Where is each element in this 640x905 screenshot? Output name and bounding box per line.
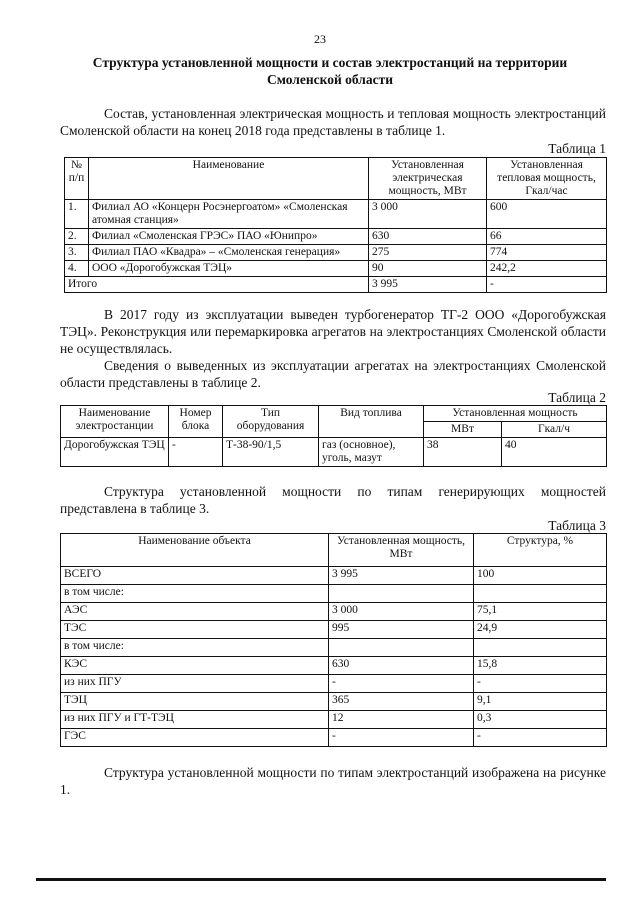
table-2 (60, 405, 607, 467)
table-cell: - (329, 729, 474, 747)
table-row (65, 261, 607, 277)
paragraph-3-text: Сведения о выведенных из эксплуатации агрегатах на электростанциях Смоленской области представлены в таблице 2. (60, 358, 606, 390)
table-cell: 0,3 (474, 711, 607, 729)
table-cell: КЭС (61, 657, 329, 675)
table-2-header-gcal: Гкал/ч (502, 422, 607, 438)
table-2-header-row (61, 406, 607, 422)
table-cell: 12 (329, 711, 474, 729)
paragraph-4 (60, 483, 606, 517)
table-cell: 242,2 (487, 261, 607, 277)
table-row (61, 567, 607, 585)
table-cell: 90 (369, 261, 487, 277)
table-3-header-capacity: Установленная мощность, МВт (329, 534, 474, 567)
table-cell: 2. (65, 229, 89, 245)
table-row (61, 657, 607, 675)
table-cell: 3 995 (329, 567, 474, 585)
table-cell: Т-38-90/1,5 (223, 438, 319, 467)
table-cell: ТЭС (61, 621, 329, 639)
table-cell: 600 (487, 200, 607, 229)
table-row (61, 621, 607, 639)
table-cell: 15,8 (474, 657, 607, 675)
table-cell: ГЭС (61, 729, 329, 747)
table-2-header-mw: МВт (424, 422, 502, 438)
paragraph-4-text: Структура установленной мощности по типам генерирующих мощностей представлена в таблице 3. (60, 484, 606, 516)
paragraph-1-text: Состав, установленная электрическая мощность и тепловая мощность электростанций Смоленской области на конец 2018 года представлены в таблице 1. (60, 106, 606, 138)
page-number: 23 (314, 32, 326, 46)
table-cell: 66 (487, 229, 607, 245)
table-1-header-num: № п/п (65, 158, 89, 200)
table-row (65, 245, 607, 261)
table-row (61, 438, 607, 467)
paragraph-5 (60, 764, 606, 798)
table-2-header-name: Наименование электростанции (61, 406, 169, 438)
table-row (61, 693, 607, 711)
paragraph-1 (60, 105, 606, 139)
table-cell: ООО «Дорогобужская ТЭЦ» (89, 261, 369, 277)
table-3 (60, 533, 607, 747)
table-cell: в том числе: (61, 639, 329, 657)
table-cell: 24,9 (474, 621, 607, 639)
table-cell: 3 995 (369, 277, 487, 293)
table-cell: 40 (502, 438, 607, 467)
table-cell: 995 (329, 621, 474, 639)
table-cell: - (474, 729, 607, 747)
paragraph-2 (60, 306, 606, 357)
table-1-header-thermal: Установленная тепловая мощность, Гкал/час (487, 158, 607, 200)
table-3-header-name: Наименование объекта (61, 534, 329, 567)
table-cell: 275 (369, 245, 487, 261)
table-cell: ТЭЦ (61, 693, 329, 711)
table-cell: - (474, 675, 607, 693)
section-heading: Структура установленной мощности и состав электростанций на территории Смоленской области (92, 55, 568, 87)
table-1-header-row (65, 158, 607, 200)
table-2-caption: Таблица 2 (548, 390, 606, 405)
table-cell: Дорогобужская ТЭЦ (61, 438, 169, 467)
table-row (61, 711, 607, 729)
table-cell: - (329, 675, 474, 693)
table-row (61, 639, 607, 657)
table-1-total-row (65, 277, 607, 293)
table-cell: - (169, 438, 223, 467)
table-cell: АЭС (61, 603, 329, 621)
table-cell: Филиал «Смоленская ГРЭС» ПАО «Юнипро» (89, 229, 369, 245)
table-cell: Филиал АО «Концерн Росэнергоатом» «Смоленская атомная станция» (89, 200, 369, 229)
table-3-caption: Таблица 3 (548, 518, 606, 533)
bottom-rule (36, 878, 606, 881)
table-cell: 100 (474, 567, 607, 585)
table-cell: 1. (65, 200, 89, 229)
table-row (61, 585, 607, 603)
table-3-header-structure: Структура, % (474, 534, 607, 567)
table-cell: 4. (65, 261, 89, 277)
paragraph-3 (60, 357, 606, 391)
table-row (61, 675, 607, 693)
table-cell: 365 (329, 693, 474, 711)
paragraph-5-text: Структура установленной мощности по типам электростанций изображена на рисунке 1. (60, 765, 606, 797)
table-1 (64, 157, 607, 293)
table-3-header-row (61, 534, 607, 567)
table-cell: 774 (487, 245, 607, 261)
table-cell: 3 000 (329, 603, 474, 621)
table-cell: - (487, 277, 607, 293)
table-row (61, 729, 607, 747)
table-1-caption: Таблица 1 (548, 141, 606, 156)
table-cell: из них ПГУ (61, 675, 329, 693)
table-cell (329, 639, 474, 657)
table-1-header-name: Наименование (89, 158, 369, 200)
table-cell: 75,1 (474, 603, 607, 621)
table-cell: из них ПГУ и ГТ-ТЭЦ (61, 711, 329, 729)
table-cell: 9,1 (474, 693, 607, 711)
table-cell: 630 (329, 657, 474, 675)
table-row (65, 200, 607, 229)
table-2-header-capacity: Установленная мощность (424, 406, 607, 422)
table-cell: ВСЕГО (61, 567, 329, 585)
table-1-header-electric: Установленная электрическая мощность, МВт (369, 158, 487, 200)
table-row (61, 603, 607, 621)
table-cell: 38 (424, 438, 502, 467)
paragraph-2-text: В 2017 году из эксплуатации выведен турбогенератор ТГ-2 ООО «Дорогобужская ТЭЦ». Реконструкция или перемаркировка агрегатов на электростанциях Смоленской области не осуществлялась. (60, 307, 606, 356)
table-cell: Итого (65, 277, 369, 293)
table-cell: в том числе: (61, 585, 329, 603)
table-cell: газ (основное), уголь, мазут (319, 438, 424, 467)
table-cell (474, 585, 607, 603)
table-2-header-block: Номер блока (169, 406, 223, 438)
table-cell: 630 (369, 229, 487, 245)
table-2-header-fuel: Вид топлива (319, 406, 424, 438)
table-cell: 3. (65, 245, 89, 261)
table-cell: Филиал ПАО «Квадра» – «Смоленская генерация» (89, 245, 369, 261)
table-cell (474, 639, 607, 657)
table-cell: 3 000 (369, 200, 487, 229)
table-cell (329, 585, 474, 603)
table-2-header-type: Тип оборудования (223, 406, 319, 438)
table-row (65, 229, 607, 245)
